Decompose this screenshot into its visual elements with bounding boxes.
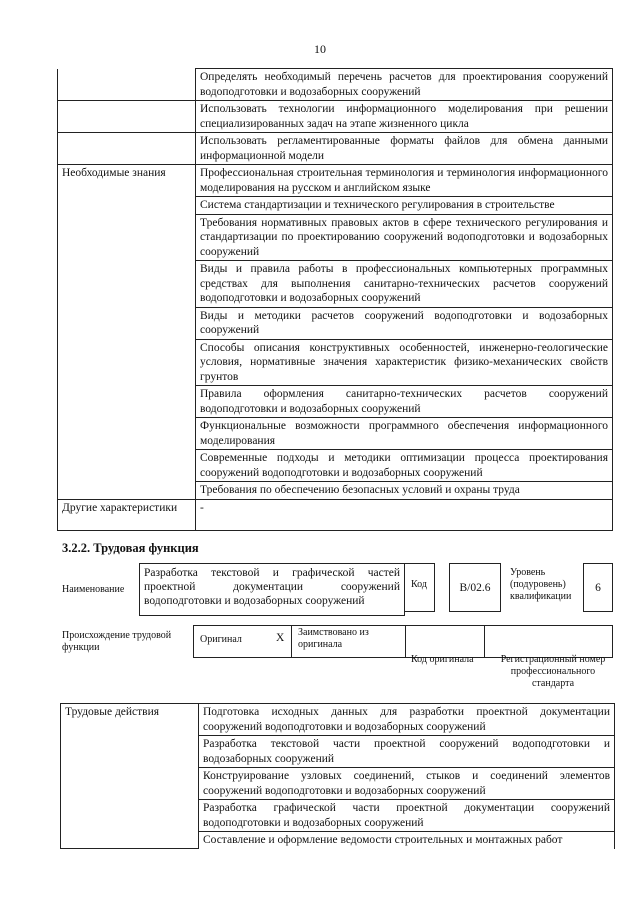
- labor-actions-label: Трудовые действия: [61, 704, 199, 849]
- function-name: Разработка текстовой и графической частей проектной документации сооружений водоподготовки и водозаборных сооружений: [139, 563, 405, 616]
- knowledge-item: Современные подходы и методики оптимизации процесса проектирования сооружений водоподготовки и водозаборных сооружений: [196, 450, 613, 482]
- action-item: Подготовка исходных данных для разработки проектной документации сооружений водоподготовки и водозаборных сооружений: [199, 704, 615, 736]
- knowledge-item: Профессиональная строительная терминология и терминология информационного моделирования на русском и английском языке: [196, 165, 613, 197]
- original-mark: X: [276, 632, 285, 644]
- action-item: Конструирование узловых соединений, стыков и соединений элементов сооружений водоподготовки и водозаборных сооружений: [199, 768, 615, 800]
- name-label: Наименование: [62, 584, 125, 595]
- knowledge-item: Система стандартизации и технического регулирования в строительстве: [196, 197, 613, 215]
- page-number: 10: [314, 42, 326, 56]
- level-label: Уровень (подуровень) квалификации: [510, 567, 572, 602]
- skill-item: Использовать технологии информационного моделирования при решении специализированных задач на этапе жизненного цикла: [196, 101, 613, 133]
- knowledge-item: Способы описания конструктивных особенностей, инженерно-геологические условия, нормативные значения характеристик физико-механических свойств грунтов: [196, 339, 613, 386]
- other-label: Другие характеристики: [58, 499, 196, 530]
- labor-actions-table: [60, 703, 615, 849]
- skill-item: Определять необходимый перечень расчетов для проектирования сооружений водоподготовки и водозаборных сооружений: [196, 69, 613, 101]
- code-value: B/02.6: [449, 563, 501, 612]
- origin-label: Происхождение трудовой функции: [62, 630, 172, 653]
- skills-knowledge-table: [57, 68, 613, 531]
- knowledge-item: Правила оформления санитарно-технических расчетов сооружений водоподготовки и водозаборных сооружений: [196, 386, 613, 418]
- action-item: Составление и оформление ведомости строительных и монтажных работ: [199, 832, 615, 849]
- reg-number-label: Регистрационный номер профессионального стандарта: [500, 654, 606, 689]
- knowledge-item: Требования по обеспечению безопасных условий и охраны труда: [196, 482, 613, 500]
- code-label: Код: [405, 563, 435, 612]
- knowledge-item: Функциональные возможности программного обеспечения информационного моделирования: [196, 418, 613, 450]
- knowledge-label: Необходимые знания: [58, 165, 196, 500]
- knowledge-item: Требования нормативных правовых актов в сфере технического регулирования и стандартизации по проектированию сооружений водоподготовки и водозаборных сооружений: [196, 214, 613, 261]
- original-label: Оригинал: [200, 634, 242, 645]
- skill-item: Использовать регламентированные форматы файлов для обмена данными информационной модели: [196, 133, 613, 165]
- action-item: Разработка текстовой части проектной сооружений водоподготовки и водозаборных сооружений: [199, 736, 615, 768]
- level-value: 6: [583, 563, 613, 612]
- knowledge-item: Виды и правила работы в профессиональных компьютерных программных средствах для выполнения санитарно-технических расчетов сооружений водоподготовки и водозаборных сооружений: [196, 261, 613, 308]
- borrowed-label: Заимствовано из оригинала: [298, 627, 369, 650]
- knowledge-item: Виды и методики расчетов сооружений водоподготовки и водозаборных сооружений: [196, 307, 613, 339]
- action-item: Разработка графической части проектной документации сооружений водоподготовки и водозаборных сооружений: [199, 800, 615, 832]
- section-title: 3.2.2. Трудовая функция: [62, 541, 199, 555]
- other-value: -: [196, 499, 613, 530]
- code-original-label: Код оригинала: [411, 654, 474, 665]
